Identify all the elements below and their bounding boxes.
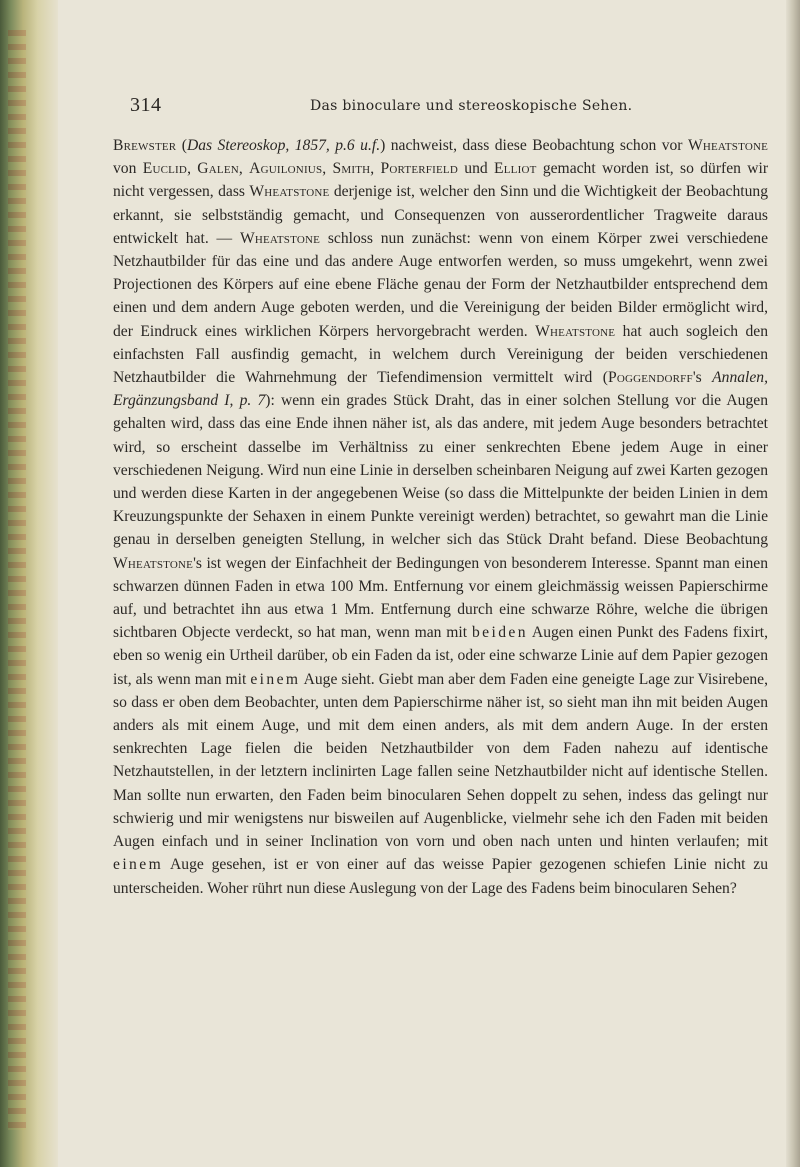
book-page xyxy=(70,92,785,1152)
emphasis: beiden xyxy=(471,624,528,642)
text-run: und xyxy=(457,160,495,178)
text-run: derjenige ist, welcher den Sinn und die Wichtigkeit der Beobachtung erkannt, sie selbstständig gemacht, und Consequenzen von ausserordentlicher Tragweite daraus entwickelt hat. — xyxy=(113,183,768,247)
running-title: Das binoculare und stereoskopische Sehen. xyxy=(310,98,633,114)
author-name: Wheatstone xyxy=(239,229,321,247)
text-run: , xyxy=(238,160,250,178)
text-run: , xyxy=(370,160,381,178)
text-run: ): wenn ein grades Stück Draht, das in einer solchen Stellung vor die Augen gehalten wird, dass das eine Ende ihnen näher ist, als das andere, mit jedem Auge besonders betrachtet wird, so erscheint dasselbe im Verhältniss zu einer senkrechten Ebene jedem Auge in einer verschiedenen Neigung. Wird nun eine Linie in derselben scheinbaren Neigung auf zwei Karten gezogen und werden diese Karten in der angegebenen Weise (so dass die Mittelpunkte der beiden Linien in dem Kreuzungspunkte der Sehaxen in einem Punkte vereinigt werden) betrachtet, so gewahrt man die Linie genau in derselben geneigten Stellung, in welcher sich das Stück Draht befand. Diese Beobachtung xyxy=(113,392,768,549)
citation: Annalen, Ergänzungsband I, p. 7 xyxy=(113,369,768,410)
author-name: Wheatstone xyxy=(113,554,194,572)
text-run: Auge sieht. Giebt man aber dem Faden eine geneigte Lage zur Visirebene, so dass er oben dem Beobachter, unten dem Papierschirme näher ist, so sieht man ihn mit beiden Augen anders als mit einem Auge, und mit dem einen anders, als mit dem andern Auge. In der ersten senkrechten Lage fielen die beiden Netzhautbilder von dem Faden nahezu auf identische Netzhautstellen, in der letztern inclinirten Lage fallen seine Netzhautbilder nicht auf identische Stellen. Man sollte nun erwarten, den Faden beim binocularen Sehen doppelt zu sehen, indess das gelingt nur schwierig und mir wenigstens nur bisweilen auf Augenblicke, vielmehr sehe ich den Faden mit beiden Augen einfach und in seiner Inclination von vorn und oben nach unten und hinten verlaufen; mit xyxy=(113,670,768,851)
author-name: Porterfield xyxy=(380,160,458,178)
text-run: von xyxy=(113,160,143,178)
author-name: Wheatstone xyxy=(249,183,330,201)
author-name: Brewster xyxy=(113,137,177,154)
emphasis: einem xyxy=(113,856,164,874)
text-run: ) nachweist, dass diese Beobachtung schon vor xyxy=(380,137,688,154)
text-run: 's xyxy=(692,369,713,387)
author-name: Aguilonius xyxy=(249,160,323,178)
running-head xyxy=(70,92,785,122)
author-name: Galen xyxy=(197,160,239,178)
page-right-edge xyxy=(786,0,800,1167)
text-run: , xyxy=(187,160,198,178)
emphasis: einem xyxy=(250,670,301,688)
author-name: Smith xyxy=(332,160,371,178)
author-name: Elliot xyxy=(494,160,537,178)
page-number: 314 xyxy=(130,94,162,116)
author-name: Euclid xyxy=(142,160,188,178)
text-run: ( xyxy=(176,137,187,154)
book-binding-edge xyxy=(0,0,58,1167)
author-name: Wheatstone xyxy=(687,137,769,154)
citation: Das Stereoskop, 1857, p.6 u.f. xyxy=(186,137,381,154)
text-run: Auge gesehen, ist er von einer auf das weisse Papier gezogenen schiefen Linie nicht zu unterscheiden. Woher rührt nun diese Auslegung von der Lage des Fadens beim binocularen Sehen? xyxy=(113,856,768,897)
text-run: Augen einen Punkt des Fadens fixirt, eben so wenig ein Urtheil darüber, ob ein Faden da ist, oder eine schwarze Linie auf dem Papier gezogen ist, als wenn man mit xyxy=(113,624,769,688)
text-run: gemacht worden ist, so dürfen wir nicht vergessen, dass xyxy=(113,160,769,201)
body-paragraph xyxy=(113,134,768,900)
author-name: Poggendorff xyxy=(607,369,693,387)
text-run: schloss nun zunächst: wenn von einem Körper zwei verschiedene Netzhautbilder für das eine und das andere Auge entworfen werden, so muss umgekehrt, wenn zwei Projectionen des Körpers auf eine ebene Fläche genau der Form der Netzhautbilder entsprechend dem einen und dem andern Auge geboten werden, und die Vereinigung der beiden Bilder ermöglicht wird, der Eindruck eines wirklichen Körpers hervorgebracht werden. xyxy=(113,229,768,340)
text-run: 's ist wegen der Einfachheit der Bedingungen von besonderem Interesse. Spannt man einen schwarzen dünnen Faden in etwa 100 Mm. Entfernung vor einem gleichmässig weissen Papierschirme auf, und betrachtet ihn aus etwa 1 Mm. Entfernung durch eine schwarze Röhre, welche die übrigen sichtbaren Objecte verdeckt, so hat man, wenn man mit xyxy=(113,554,768,642)
text-run: hat auch sogleich den einfachsten Fall ausfindig gemacht, in welchem durch Vereinigung der beiden verschiedenen Netzhautbilder die Wahrnehmung der Tiefendimension vermittelt wird ( xyxy=(113,322,769,387)
author-name: Wheatstone xyxy=(535,322,616,340)
text-run: , xyxy=(322,160,333,178)
